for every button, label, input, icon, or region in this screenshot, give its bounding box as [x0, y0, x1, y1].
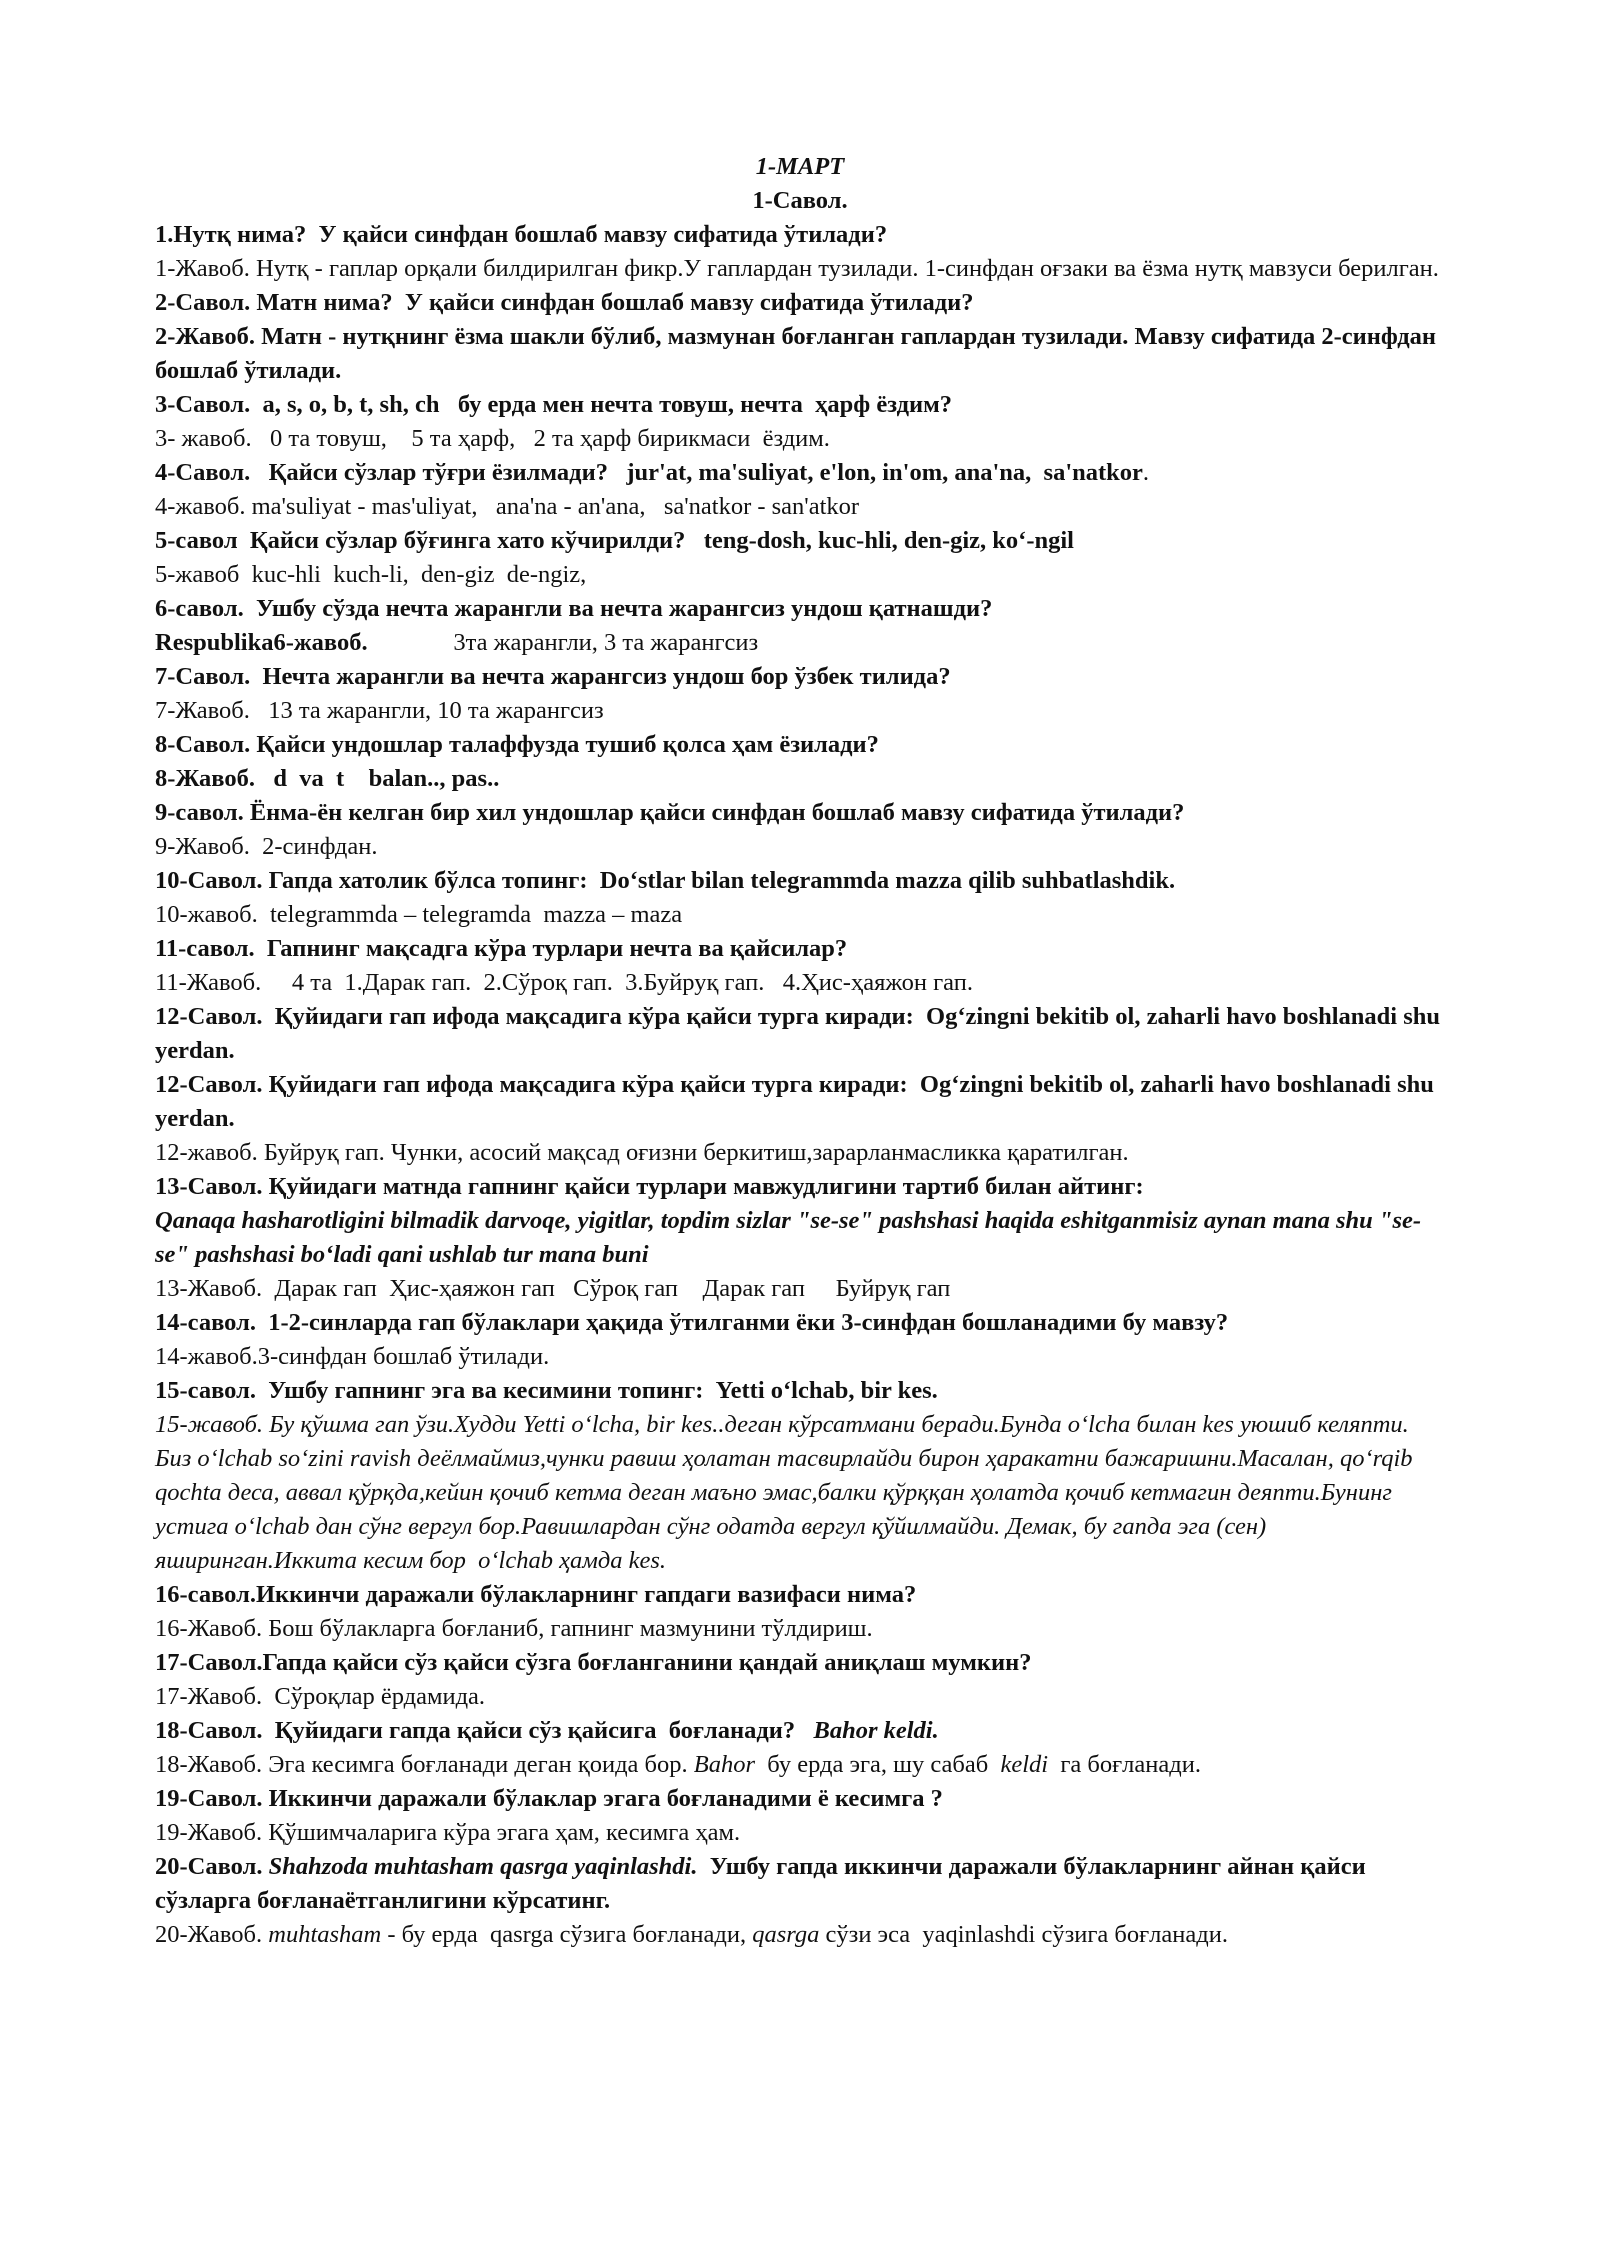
text-run: бу ерда эга, шу сабаб	[755, 1751, 1001, 1778]
text-run: keldi	[1000, 1751, 1049, 1778]
section-heading: 1-Савол.	[752, 187, 848, 214]
qa-line	[155, 1306, 1445, 1340]
qa-line	[155, 660, 1445, 694]
text-run: 15-савол. Ушбу гапнинг эга ва кесимини топинг: Yetti o‘lchab, bir kes.	[155, 1377, 938, 1404]
qa-line	[155, 694, 1445, 728]
qa-line	[155, 490, 1445, 524]
qa-line	[155, 1374, 1445, 1408]
qa-line	[155, 592, 1445, 626]
qa-line	[155, 762, 1445, 796]
text-run: 4-Савол. Қайси сўзлар тўғри ёзилмади? jur'at, ma'suliyat, e'lon, in'om, ana'na, sa'natkor	[155, 459, 1143, 486]
qa-line	[155, 1918, 1445, 1952]
qa-line	[155, 932, 1445, 966]
text-run: 9-Жавоб. 2-синфдан.	[155, 833, 378, 860]
text-run: 5-жавоб kuc-hli kuch-li, den-giz de-ngiz,	[155, 561, 587, 588]
qa-line	[155, 456, 1445, 490]
qa-line	[155, 1714, 1445, 1748]
text-run: 14-савол. 1-2-синларда гап бўлаклари ҳақида ўтилганми ёки 3-синфдан бошланадими бу мавзу?	[155, 1309, 1229, 1336]
qa-line	[155, 1340, 1445, 1374]
qa-line	[155, 1782, 1445, 1816]
qa-line	[155, 1136, 1445, 1170]
text-run: qasrga	[752, 1921, 820, 1948]
text-run: 15-жавоб. Бу қўшма гап ўзи.Худди Yetti o‘lcha, bir kes..деган кўрсатмани беради.Бунда o‘lcha билан kes уюшиб келяпти. Биз o‘lchab so‘zini ravish деёлмаймиз,чунки равиш ҳолатан тасвирлайди бирон ҳаракатни бажаришни.Масалан, qo‘rqib qochta деса, аввал қўрқда,кейин қочиб кетма деган маъно эмас,балки қўрққан ҳолатда қочиб кетмагин деяпти.Бунинг устига o‘lchab дан сўнг вергул бор.Равишлардан сўнг одатда вергул қўйилмайди. Демак, бу гапда эга (сен) яширинган.Иккита кесим бор o‘lchab ҳамда kes.	[155, 1411, 1419, 1574]
text-run: 6-савол. Ушбу сўзда нечта жарангли ва нечта жарангсиз ундош қатнашди?	[155, 595, 993, 622]
text-run: га боғланади.	[1048, 1751, 1201, 1778]
text-run: 17-Савол.Гапда қайси сўз қайси сўзга боғланганини қандай аниқлаш мумкин?	[155, 1649, 1032, 1676]
text-run: 9-савол. Ёнма-ён келган бир хил ундошлар қайси синфдан бошлаб мавзу сифатида ўтилади?	[155, 799, 1185, 826]
text-run: 20-Савол.	[155, 1853, 269, 1880]
text-run: .	[1142, 459, 1150, 486]
text-run: 12-Савол. Қуйидаги гап ифода мақсадига кўра қайси турга киради: Og‘zingni bekitib ol, zaharli havo boshlanadi shu yerdan.	[155, 1003, 1447, 1064]
text-run: 5-савол Қайси сўзлар бўғинга хато кўчирилди? teng-dosh, kuc-hli, den-giz, ko‘-ngil	[155, 527, 1074, 554]
text-run: 10-Савол. Гапда хатолик бўлса топинг: Do‘stlar bilan telegrammda mazza qilib suhbatlashdik.	[155, 867, 1176, 894]
qa-line	[155, 320, 1445, 388]
text-run: Bahor	[693, 1751, 756, 1778]
text-run: - бу ерда qasrga сўзига боғланади,	[381, 1921, 753, 1948]
text-run: Ушбу гапда иккинчи даражали бўлакларнинг айнан қайси сўзларга боғланаётганлигини кўрсатинг.	[155, 1853, 1372, 1914]
document-date-heading: 1-МАРТ	[755, 153, 845, 180]
qa-line	[155, 1408, 1445, 1578]
qa-line	[155, 1612, 1445, 1646]
text-run: 14-жавоб.3-синфдан бошлаб ўтилади.	[155, 1343, 550, 1370]
text-run: 16-савол.Иккинчи даражали бўлакларнинг гапдаги вазифаси нима?	[155, 1581, 917, 1608]
document-page	[155, 150, 1445, 1952]
text-run: 8-Савол. Қайси ундошлар талаффузда тушиб қолса ҳам ёзилади?	[155, 731, 879, 758]
text-run: 18-Жавоб. Эга кесимга боғланади деган қоида бор.	[155, 1751, 694, 1778]
text-run: 19-Жавоб. Қўшимчаларига кўра эгага ҳам, кесимга ҳам.	[155, 1819, 741, 1846]
text-run: 17-Жавоб. Сўроқлар ёрдамида.	[155, 1683, 486, 1710]
text-run: 1.Нутқ нима? У қайси синфдан бошлаб мавзу сифатида ўтилади?	[155, 221, 888, 248]
qa-line	[155, 1204, 1445, 1272]
text-run: Qanaqa hasharotligini bilmadik darvoqe, yigitlar, topdim sizlar "se-se" pashshasi haqida eshitganmisiz aynan mana shu "se-se" pashshasi bo‘ladi qani ushlab tur mana buni	[155, 1207, 1422, 1268]
text-run: 13-Савол. Қуйидаги матнда гапнинг қайси турлари мавжудлигини тартиб билан айтинг:	[155, 1173, 1144, 1200]
text-run: 16-Жавоб. Бош бўлакларга боғланиб, гапнинг мазмунини тўлдириш.	[155, 1615, 873, 1642]
text-run: 10-жавоб. telegrammda – telegramda mazza – maza	[155, 901, 683, 928]
qa-line	[155, 1272, 1445, 1306]
qa-line	[155, 388, 1445, 422]
qa-line	[155, 864, 1445, 898]
qa-line	[155, 1170, 1445, 1204]
qa-line	[155, 626, 1445, 660]
text-run: muhtasham	[268, 1921, 382, 1948]
text-run: 3та жарангли, 3 та жарангсиз	[367, 629, 759, 656]
text-run: 3-Савол. a, s, o, b, t, sh, ch бу ерда мен нечта товуш, нечта ҳарф ёздим?	[155, 391, 953, 418]
qa-line	[155, 1850, 1445, 1918]
qa-line	[155, 898, 1445, 932]
text-run: 18-Савол. Қуйидаги гапда қайси сўз қайсига боғланади?	[155, 1717, 814, 1744]
text-run: Shahzoda muhtasham qasrga yaqinlashdi.	[268, 1853, 698, 1880]
text-run: 7-Савол. Нечта жарангли ва нечта жарангсиз ундош бор ўзбек тилида?	[155, 663, 951, 690]
qa-line	[155, 1000, 1445, 1068]
qa-line	[155, 1816, 1445, 1850]
text-run: 20-Жавоб.	[155, 1921, 269, 1948]
qa-line	[155, 218, 1445, 252]
text-run: 11-Жавоб. 4 та 1.Дарак гап. 2.Сўроқ гап. 3.Буйруқ гап. 4.Ҳис-ҳаяжон гап.	[155, 969, 973, 996]
text-run: 1-Жавоб. Нутқ - гаплар орқали билдирилган фикр.У гаплардан тузилади. 1-синфдан оғзаки ва ёзма нутқ мавзуси берилган.	[155, 255, 1439, 282]
qa-line	[155, 1646, 1445, 1680]
text-run: 12-жавоб. Буйруқ гап. Чунки, асосий мақсад оғизни беркитиш,зарарланмасликка қаратилган.	[155, 1139, 1129, 1166]
qa-line	[155, 524, 1445, 558]
qa-line	[155, 1680, 1445, 1714]
text-run: 3- жавоб. 0 та товуш, 5 та ҳарф, 2 та ҳарф бирикмаси ёздим.	[155, 425, 830, 452]
qa-line	[155, 286, 1445, 320]
text-run: 4-жавоб. ma'suliyat - mas'uliyat, ana'na - an'ana, sa'natkor - san'atkor	[155, 493, 860, 520]
text-run: 19-Савол. Иккинчи даражали бўлаклар эгага боғланадими ё кесимга ?	[155, 1785, 943, 1812]
text-run: 12-Савол. Қуйидаги гап ифода мақсадига кўра қайси турга киради: Og‘zingni bekitib ol, zaharli havo boshlanadi shu yerdan.	[155, 1071, 1441, 1132]
text-run: сўзи эса yaqinlashdi сўзига боғланади.	[819, 1921, 1228, 1948]
qa-line	[155, 422, 1445, 456]
text-run: 2-Савол. Матн нима? У қайси синфдан бошлаб мавзу сифатида ўтилади?	[155, 289, 974, 316]
qa-line	[155, 1578, 1445, 1612]
qa-line	[155, 558, 1445, 592]
qa-line	[155, 1748, 1445, 1782]
qa-line	[155, 830, 1445, 864]
qa-line	[155, 796, 1445, 830]
text-run: 7-Жавоб. 13 та жарангли, 10 та жарангсиз	[155, 697, 604, 724]
text-run: Bahor keldi.	[813, 1717, 939, 1744]
text-run: 11-савол. Гапнинг мақсадга кўра турлари нечта ва қайсилар?	[155, 935, 848, 962]
text-run: 13-Жавоб. Дарак гап Ҳис-ҳаяжон гап Сўроқ гап Дарак гап Буйруқ гап	[155, 1275, 951, 1302]
qa-line	[155, 252, 1445, 286]
text-run: 8-Жавоб. d va t balan.., pas..	[155, 765, 500, 792]
text-run: Respublika6-жавоб.	[155, 629, 368, 656]
qa-line	[155, 1068, 1445, 1136]
qa-list	[155, 218, 1445, 1952]
text-run: 2-Жавоб. Матн - нутқнинг ёзма шакли бўлиб, мазмунан боғланган гаплардан тузилади. Мавзу сифатида 2-синфдан бошлаб ўтилади.	[155, 323, 1443, 384]
qa-line	[155, 966, 1445, 1000]
qa-line	[155, 728, 1445, 762]
